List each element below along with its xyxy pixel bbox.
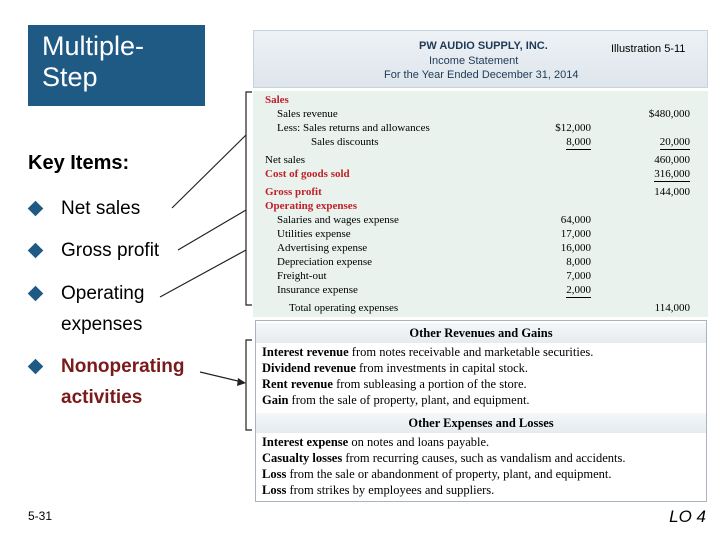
table-row <box>253 199 708 213</box>
row-label: Gross profit <box>265 186 322 198</box>
bracket-left <box>246 92 252 305</box>
income-statement <box>253 30 708 317</box>
item-text: from subleasing a portion of the store. <box>332 377 527 391</box>
table-row <box>253 135 708 149</box>
row-amount: $12,000 <box>555 122 591 134</box>
row-label: Depreciation expense <box>277 256 372 268</box>
slide-number: 5-31 <box>28 509 53 523</box>
row-amount: 7,000 <box>566 270 591 282</box>
table-row <box>253 107 708 121</box>
row-amount: 8,000 <box>566 136 591 148</box>
row-label: Salaries and wages expense <box>277 214 399 226</box>
row-label: Net sales <box>265 154 306 166</box>
diamond-bullet-icon <box>28 359 44 375</box>
list-item <box>262 435 489 450</box>
row-label: Cost of goods sold <box>265 168 350 180</box>
row-total: 460,000 <box>654 154 690 166</box>
bracket-right <box>246 340 252 430</box>
table-row <box>253 227 708 241</box>
table-row <box>253 121 708 135</box>
row-label: Operating expenses <box>265 200 357 212</box>
row-label: Insurance expense <box>277 284 358 296</box>
diamond-bullet-icon <box>28 243 44 259</box>
row-label: Utilities expense <box>277 228 351 240</box>
item-text: from recurring causes, such as vandalism and accidents. <box>342 451 626 465</box>
connector-operating <box>160 250 246 297</box>
bullet-text: Operating <box>61 283 145 304</box>
bullet-gross-profit <box>28 235 159 266</box>
row-total: 20,000 <box>659 136 690 148</box>
list-item <box>262 361 528 376</box>
company-name: PW AUDIO SUPPLY, INC. <box>419 40 548 52</box>
item-text: from investments in capital stock. <box>355 361 529 375</box>
item-text: from the sale of property, plant, and equipment. <box>288 393 530 407</box>
item-term: Interest expense <box>262 435 349 449</box>
bullet-text: expenses <box>61 314 143 335</box>
row-amount: 16,000 <box>560 242 591 254</box>
statement-header <box>253 30 708 88</box>
row-label: Total operating expenses <box>289 302 399 314</box>
illustration-label: Illustration 5-11 <box>611 43 686 55</box>
list-item <box>262 393 530 408</box>
slide-title-line1: Multiple- <box>42 31 145 61</box>
table-row <box>253 283 708 297</box>
table-row <box>253 185 708 199</box>
item-term: Gain <box>262 393 289 407</box>
row-amount: 2,000 <box>566 284 591 296</box>
item-text: from notes receivable and marketable securities. <box>348 345 594 359</box>
item-term: Casualty losses <box>262 451 343 465</box>
bullet-operating-expenses <box>28 278 144 340</box>
list-item <box>262 467 611 482</box>
item-term: Loss <box>262 483 287 497</box>
table-row <box>253 241 708 255</box>
diamond-bullet-icon <box>28 286 44 302</box>
diamond-bullet-icon <box>28 201 44 217</box>
item-term: Loss <box>262 467 287 481</box>
nonoperating-items-box <box>255 320 707 502</box>
connector-net-sales <box>172 135 246 208</box>
item-text: from the sale or abandonment of property, plant, and equipment. <box>286 467 612 481</box>
row-total: $480,000 <box>648 108 690 120</box>
key-items-heading: Key Items: <box>28 152 130 174</box>
slide-title-line2: Step <box>42 62 98 92</box>
item-text: from strikes by employees and suppliers. <box>286 483 495 497</box>
bullet-nonoperating-activities <box>28 351 185 413</box>
other-revenues-heading: Other Revenues and Gains <box>256 323 706 343</box>
table-row <box>253 269 708 283</box>
row-label: Sales <box>265 94 289 106</box>
list-item <box>262 451 625 466</box>
row-amount: 8,000 <box>566 256 591 268</box>
statement-body <box>253 91 708 317</box>
bullet-net-sales <box>28 193 140 224</box>
row-label: Advertising expense <box>277 242 368 254</box>
item-term: Interest revenue <box>262 345 349 359</box>
row-amount: 64,000 <box>560 214 591 226</box>
table-row <box>253 213 708 227</box>
item-term: Rent revenue <box>262 377 333 391</box>
row-label: Sales revenue <box>277 108 338 120</box>
statement-title: Income Statement <box>429 55 519 67</box>
bullet-text: activities <box>61 387 143 408</box>
list-item <box>262 483 494 498</box>
connector-nonoperating <box>200 372 242 382</box>
table-row <box>253 255 708 269</box>
list-item <box>262 377 527 392</box>
table-row <box>253 167 708 181</box>
table-row <box>253 93 708 107</box>
row-label: Sales discounts <box>311 136 379 148</box>
bullet-text: Net sales <box>61 198 141 219</box>
connector-gross-profit <box>178 210 246 250</box>
row-total: 144,000 <box>654 186 690 198</box>
statement-period: For the Year Ended December 31, 2014 <box>384 69 579 81</box>
table-row <box>253 301 708 315</box>
bullet-text: Nonoperating <box>61 356 185 377</box>
item-term: Dividend revenue <box>262 361 356 375</box>
row-label: Freight-out <box>277 270 327 282</box>
table-row <box>253 153 708 167</box>
item-text: on notes and loans payable. <box>348 435 490 449</box>
row-total: 316,000 <box>654 168 690 180</box>
learning-objective-label: LO 4 <box>669 507 706 526</box>
slide-title <box>28 25 205 106</box>
row-label: Less: Sales returns and allowances <box>277 122 430 134</box>
other-expenses-heading: Other Expenses and Losses <box>256 413 706 433</box>
arrow-head-icon <box>237 378 246 386</box>
row-amount: 17,000 <box>560 228 591 240</box>
bullet-text: Gross profit <box>61 240 160 261</box>
row-total: 114,000 <box>654 302 690 314</box>
list-item <box>262 345 593 360</box>
